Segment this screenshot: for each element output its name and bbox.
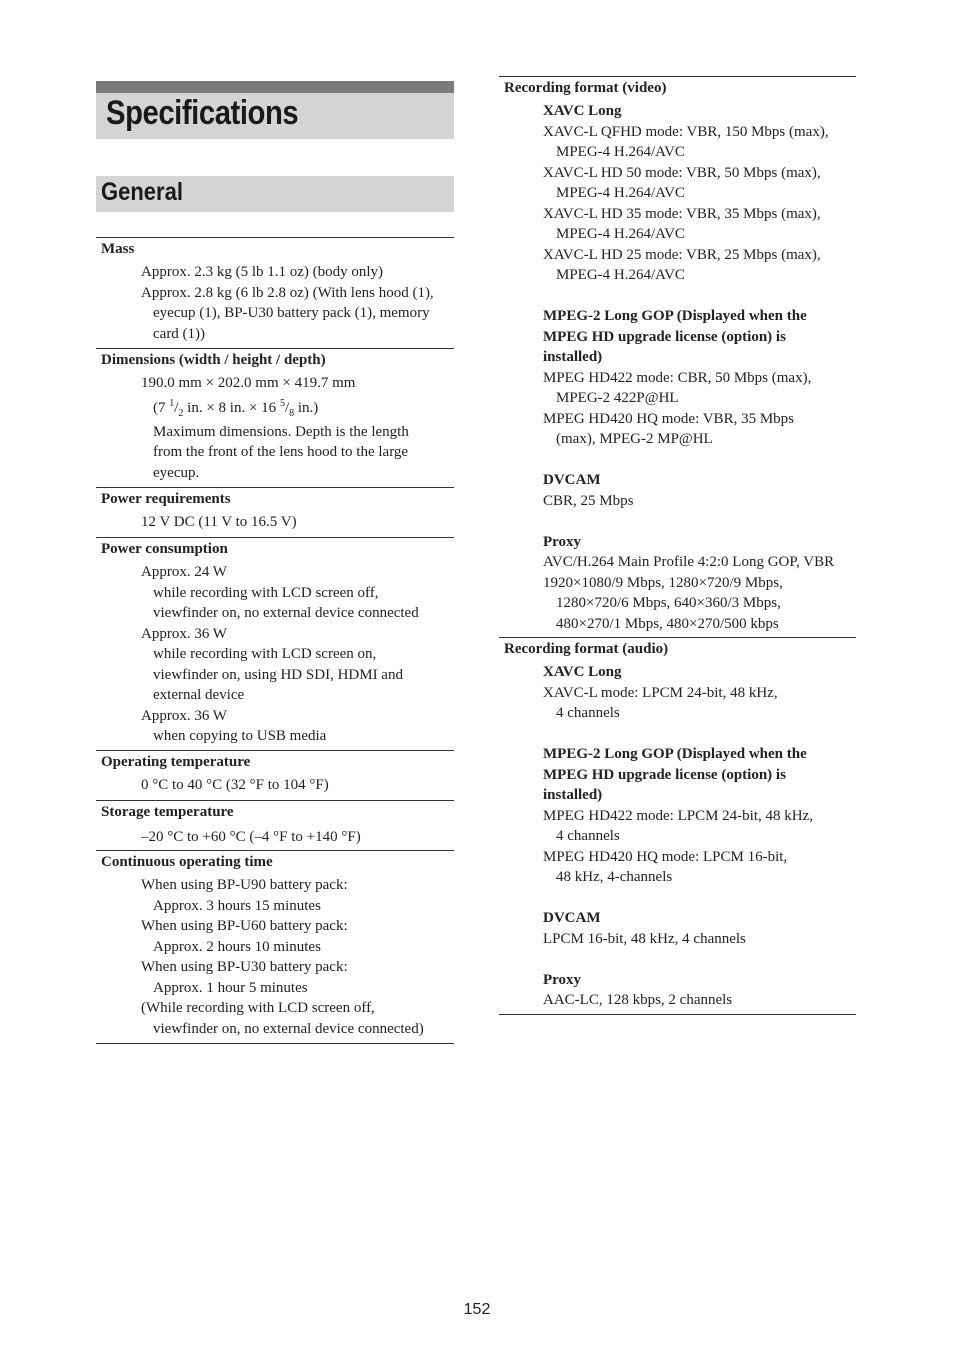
format-title: MPEG-2 Long GOP (Displayed when the	[543, 746, 807, 762]
format-line: 1280×720/6 Mbps, 640×360/3 Mbps,	[556, 595, 781, 611]
spec-dimensions	[96, 348, 454, 483]
format-line: MPEG HD420 HQ mode: VBR, 35 Mbps	[543, 410, 794, 427]
page-title-banner	[96, 81, 454, 139]
section-title: General	[101, 178, 183, 206]
spec-note: viewfinder on, no external device connected)	[153, 1020, 424, 1037]
spec-heading: Recording format (video)	[504, 80, 667, 96]
spec-value: eyecup (1), BP-U30 battery pack (1), memory	[153, 305, 430, 321]
spec-heading: Recording format (audio)	[504, 641, 669, 657]
spec-value: 0 °C to 40 °C (32 °F to 104 °F)	[141, 777, 329, 793]
spec-value: Approx. 36 W	[141, 707, 227, 724]
format-title: MPEG HD upgrade license (option) is	[543, 766, 786, 783]
spec-desc: while recording with LCD screen on,	[153, 646, 377, 662]
format-line: LPCM 16-bit, 48 kHz, 4 channels	[543, 930, 746, 947]
spec-value: –20 °C to +60 °C (–4 °F to +140 °F)	[141, 829, 361, 845]
format-line: MPEG-4 H.264/AVC	[556, 185, 685, 201]
spec-mass	[96, 237, 454, 344]
section-title-banner	[96, 176, 454, 212]
spec-value: Approx. 24 W	[141, 564, 227, 580]
spec-value: Approx. 3 hours 15 minutes	[153, 897, 321, 914]
spec-value: Approx. 2.8 kg (6 lb 2.8 oz) (With lens hood (1),	[141, 284, 434, 301]
spec-value: 190.0 mm × 202.0 mm × 419.7 mm	[141, 375, 356, 391]
frac-numerator: 1	[169, 397, 175, 409]
format-title: DVCAM	[543, 910, 601, 926]
spec-value: card (1))	[153, 325, 206, 342]
format-line: 1920×1080/9 Mbps, 1280×720/9 Mbps,	[543, 574, 783, 591]
spec-power-consumption	[96, 537, 454, 747]
spec-recording-format-audio	[499, 637, 856, 1011]
spec-storage-temperature	[96, 800, 454, 848]
format-title: XAVC Long	[543, 664, 622, 680]
format-line: 480×270/1 Mbps, 480×270/500 kbps	[556, 615, 779, 632]
spec-value: Approx. 1 hour 5 minutes	[153, 979, 308, 996]
format-title: installed)	[543, 787, 603, 803]
format-line: MPEG HD422 mode: LPCM 24-bit, 48 kHz,	[543, 807, 813, 824]
format-line: AAC-LC, 128 kbps, 2 channels	[543, 992, 733, 1008]
format-line: MPEG-4 H.264/AVC	[556, 267, 685, 283]
spec-note: (While recording with LCD screen off,	[141, 1000, 375, 1016]
spec-operating-temperature	[96, 750, 454, 796]
section-end-rule	[96, 1043, 454, 1044]
spec-label: When using BP-U30 battery pack:	[141, 959, 348, 975]
format-line: MPEG HD422 mode: CBR, 50 Mbps (max),	[543, 369, 812, 386]
format-line: MPEG HD420 HQ mode: LPCM 16-bit,	[543, 848, 788, 865]
frac-text: in. × 8 in. × 16	[183, 399, 280, 416]
format-line: 4 channels	[556, 705, 620, 721]
spec-value-inches: (7 $^1/_2$ in. × 8 in. × 16 $^5/_8$ in.)	[153, 397, 319, 419]
spec-label: When using BP-U90 battery pack:	[141, 877, 348, 893]
spec-desc: viewfinder on, using HD SDI, HDMI and	[153, 666, 403, 683]
format-title: installed)	[543, 349, 603, 365]
format-line: MPEG-4 H.264/AVC	[556, 226, 685, 242]
spec-heading: Power consumption	[101, 541, 228, 557]
spec-power-requirements	[96, 487, 454, 533]
spec-desc: while recording with LCD screen off,	[153, 584, 379, 601]
spec-desc: viewfinder on, no external device connected	[153, 605, 419, 621]
frac-text: (7	[153, 399, 170, 416]
spec-desc: when copying to USB media	[153, 728, 327, 744]
format-line: XAVC-L QFHD mode: VBR, 150 Mbps (max),	[543, 123, 829, 140]
spec-heading: Storage temperature	[101, 804, 234, 820]
frac-denominator: 2	[178, 407, 184, 419]
spec-recording-format-video	[499, 76, 856, 634]
frac-text: in.)	[294, 399, 319, 416]
format-title: Proxy	[543, 533, 582, 550]
format-title: Proxy	[543, 971, 582, 988]
frac-numerator: 5	[279, 397, 285, 409]
spec-desc: external device	[153, 687, 245, 703]
spec-heading: Operating temperature	[101, 754, 251, 770]
format-title: MPEG-2 Long GOP (Displayed when the	[543, 308, 807, 324]
format-line: XAVC-L HD 50 mode: VBR, 50 Mbps (max),	[543, 164, 821, 181]
format-line: MPEG-2 422P@HL	[556, 390, 679, 406]
format-line: (max), MPEG-2 MP@HL	[556, 431, 713, 447]
format-title: MPEG HD upgrade license (option) is	[543, 328, 786, 345]
spec-note: Maximum dimensions. Depth is the length	[153, 423, 409, 440]
format-line: XAVC-L HD 35 mode: VBR, 35 Mbps (max),	[543, 205, 821, 222]
format-line: XAVC-L mode: LPCM 24-bit, 48 kHz,	[543, 684, 778, 701]
frac-denominator: 8	[289, 407, 295, 419]
spec-note: eyecup.	[153, 464, 200, 481]
format-line: AVC/H.264 Main Profile 4:2:0 Long GOP, VBR	[543, 554, 835, 570]
spec-value: 12 V DC (11 V to 16.5 V)	[141, 514, 297, 530]
spec-label: When using BP-U60 battery pack:	[141, 918, 348, 934]
page-number: 152	[463, 1301, 491, 1318]
spec-continuous-operating-time	[96, 850, 454, 1039]
format-line: 48 kHz, 4-channels	[556, 869, 673, 885]
spec-heading: Continuous operating time	[101, 854, 273, 870]
spec-note: from the front of the lens hood to the large	[153, 444, 409, 460]
format-line: CBR, 25 Mbps	[543, 492, 634, 509]
format-title: DVCAM	[543, 472, 601, 488]
format-line: XAVC-L HD 25 mode: VBR, 25 Mbps (max),	[543, 246, 821, 263]
format-line: MPEG-4 H.264/AVC	[556, 144, 685, 160]
spec-heading: Power requirements	[101, 491, 231, 507]
format-line: 4 channels	[556, 828, 620, 844]
spec-heading: Dimensions (width / height / depth)	[101, 352, 326, 368]
spec-value: Approx. 2.3 kg (5 lb 1.1 oz) (body only)	[141, 264, 384, 280]
format-title: XAVC Long	[543, 103, 622, 119]
spec-value: Approx. 36 W	[141, 625, 227, 642]
spec-value: Approx. 2 hours 10 minutes	[153, 938, 321, 955]
page-title: Specifications	[106, 94, 299, 132]
spec-heading: Mass	[101, 241, 135, 257]
section-end-rule	[499, 1014, 856, 1015]
